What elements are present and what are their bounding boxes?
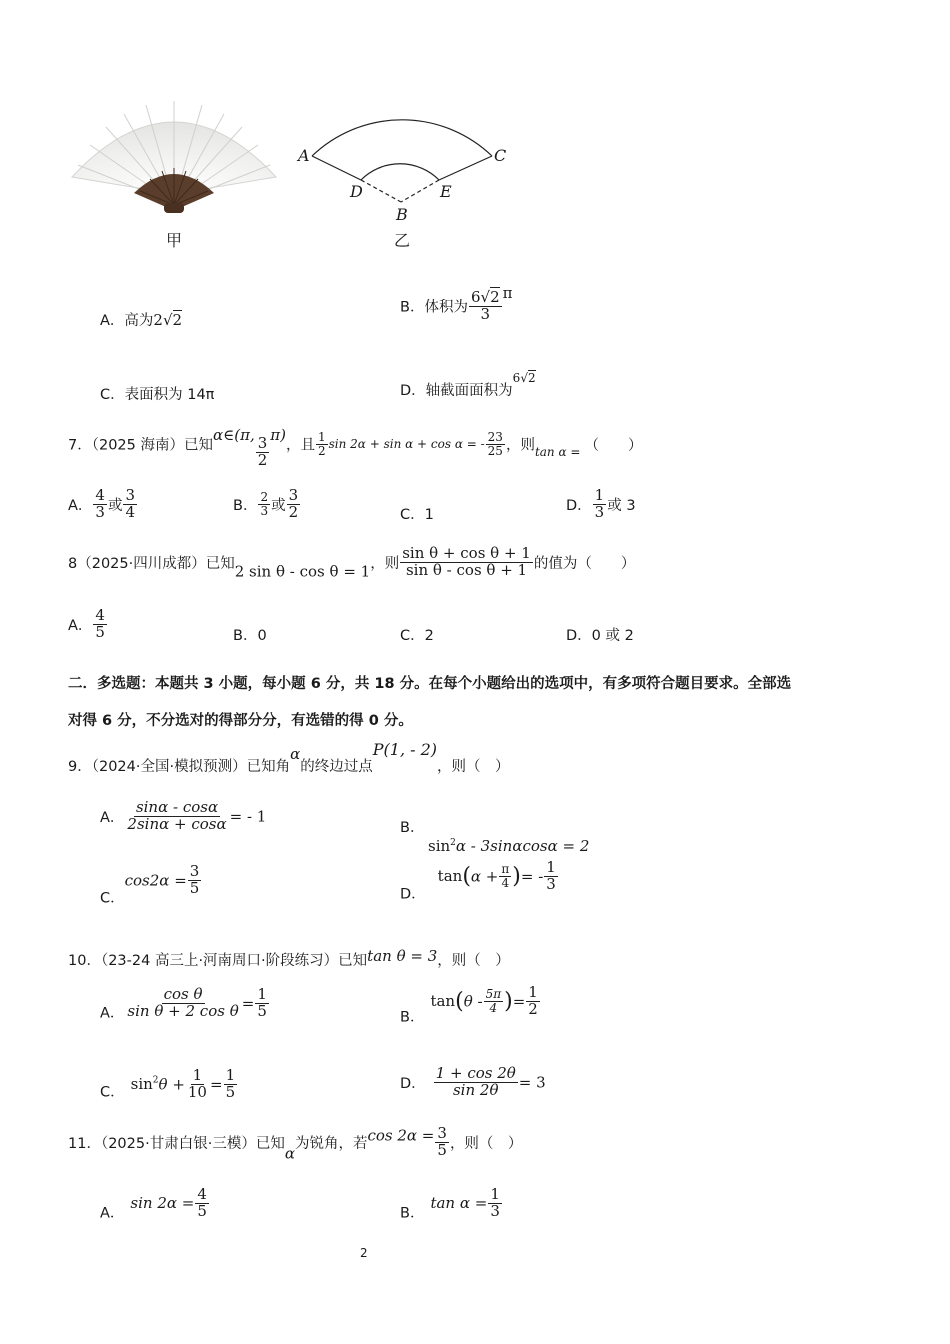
q6-option-d[interactable]: D．轴截面面积为6√2 xyxy=(400,371,536,399)
q8-option-b[interactable]: B．0 xyxy=(233,628,267,644)
q11-option-b[interactable]: B．tan α = $\frac{1}{3}$ xyxy=(400,1185,500,1222)
q10-option-b[interactable]: B．tan(θ - $\frac{5\pi}{4}$ )= $\frac{1}{2}$ xyxy=(400,983,538,1026)
q11-stem: 11．（2025·甘肃白银·三模）已知α为锐角，若cos 2α = $\frac{3}{5}$ ，则（ ） xyxy=(68,1124,523,1163)
q10-option-d[interactable]: D． $\frac{1 + \cos 2\theta}{\sin 2\theta}$ = 3 xyxy=(400,1064,546,1099)
label-a: A xyxy=(298,146,310,165)
q6-option-c[interactable]: C．表面积为 14π xyxy=(100,387,215,403)
q7-stem: 7．（2025 海南）已知α∈(π, $\frac{3}{2}$ π)，且 $\frac{1}{2}$ sin 2α + sin α + cos α = - $\frac{23}{25}$ ，则$_{tan \alpha =}$ （ ） xyxy=(68,426,643,469)
fan-caption: 甲 xyxy=(166,231,183,250)
section2-heading-line2: 对得 6 分，不分选对的得部分分，有选错的得 0 分。 xyxy=(68,713,413,729)
label-b: B xyxy=(396,205,408,224)
q8-option-a[interactable]: A． $\frac{4}{5}$ xyxy=(68,606,105,641)
q6-option-a[interactable]: A．高为2√2 xyxy=(100,311,183,329)
label-e: E xyxy=(440,182,452,201)
q6-option-b[interactable]: B．体积为 $\frac{6√2}{3}$ π xyxy=(400,284,513,323)
label-c: C xyxy=(494,146,507,165)
q8-option-c[interactable]: C．2 xyxy=(400,628,434,644)
q9-option-c[interactable]: C．cos2α = $\frac{3}{5}$ xyxy=(100,862,200,907)
q7-option-d[interactable]: D． $\frac{1}{3}$ 或 3 xyxy=(566,486,636,521)
q7-option-b[interactable]: B． $\frac{2}{3}$ 或 $\frac{3}{2}$ xyxy=(233,486,299,521)
q8-stem: 8（2025·四川成都）已知2 sin θ - cos θ = 1，则 $\frac{\text{sin θ + cos θ + 1}}{\text{sin θ - cos θ + 1}}$ 的值为（ ） xyxy=(68,544,636,581)
q9-option-b[interactable]: B． $\sin^2\alpha - 3\sin\alpha\cos\alpha = 2$ xyxy=(400,820,590,855)
q7-option-c[interactable]: C．1 xyxy=(400,507,434,523)
q10-option-c[interactable]: C． $\sin^2\theta$ + $\frac{1}{10}$ = $\frac{1}{5}$ xyxy=(100,1066,236,1101)
label-d: D xyxy=(350,182,363,201)
q9-option-d[interactable]: D．tan(α + $\frac{\pi}{4}$ )= - $\frac{1}{3}$ xyxy=(400,858,556,903)
page-number: 2 xyxy=(360,1246,368,1260)
q10-stem: 10．（23-24 高三上·河南周口·阶段练习）已知tan θ = 3，则（ ） xyxy=(68,947,510,969)
q10-option-a[interactable]: A． $\frac{\text{cos θ}}{\text{sin θ + 2 cos θ}}$ = $\frac{1}{5}$ xyxy=(100,985,267,1022)
q8-option-d[interactable]: D．0 或 2 xyxy=(566,628,634,644)
folding-fan-image xyxy=(68,95,280,217)
q7-option-a[interactable]: A． $\frac{4}{3}$ 或 $\frac{3}{4}$ xyxy=(68,486,136,521)
section2-heading-line1: 二．多选题：本题共 3 小题，每小题 6 分，共 18 分。在每个小题给出的选项中，有多项符合题目要求。全部选 xyxy=(68,676,792,692)
diagram-caption: 乙 xyxy=(394,231,411,250)
q9-stem: 9．（2024·全国·模拟预测）已知角α的终边过点P(1, - 2)，则（ ） xyxy=(68,740,510,775)
q11-option-a[interactable]: A．sin 2α = $\frac{4}{5}$ xyxy=(100,1185,207,1222)
q9-option-a[interactable]: A． $\frac{\sin\alpha - \cos\alpha}{2\sin\alpha + \cos\alpha}$ = - 1 xyxy=(100,798,267,833)
